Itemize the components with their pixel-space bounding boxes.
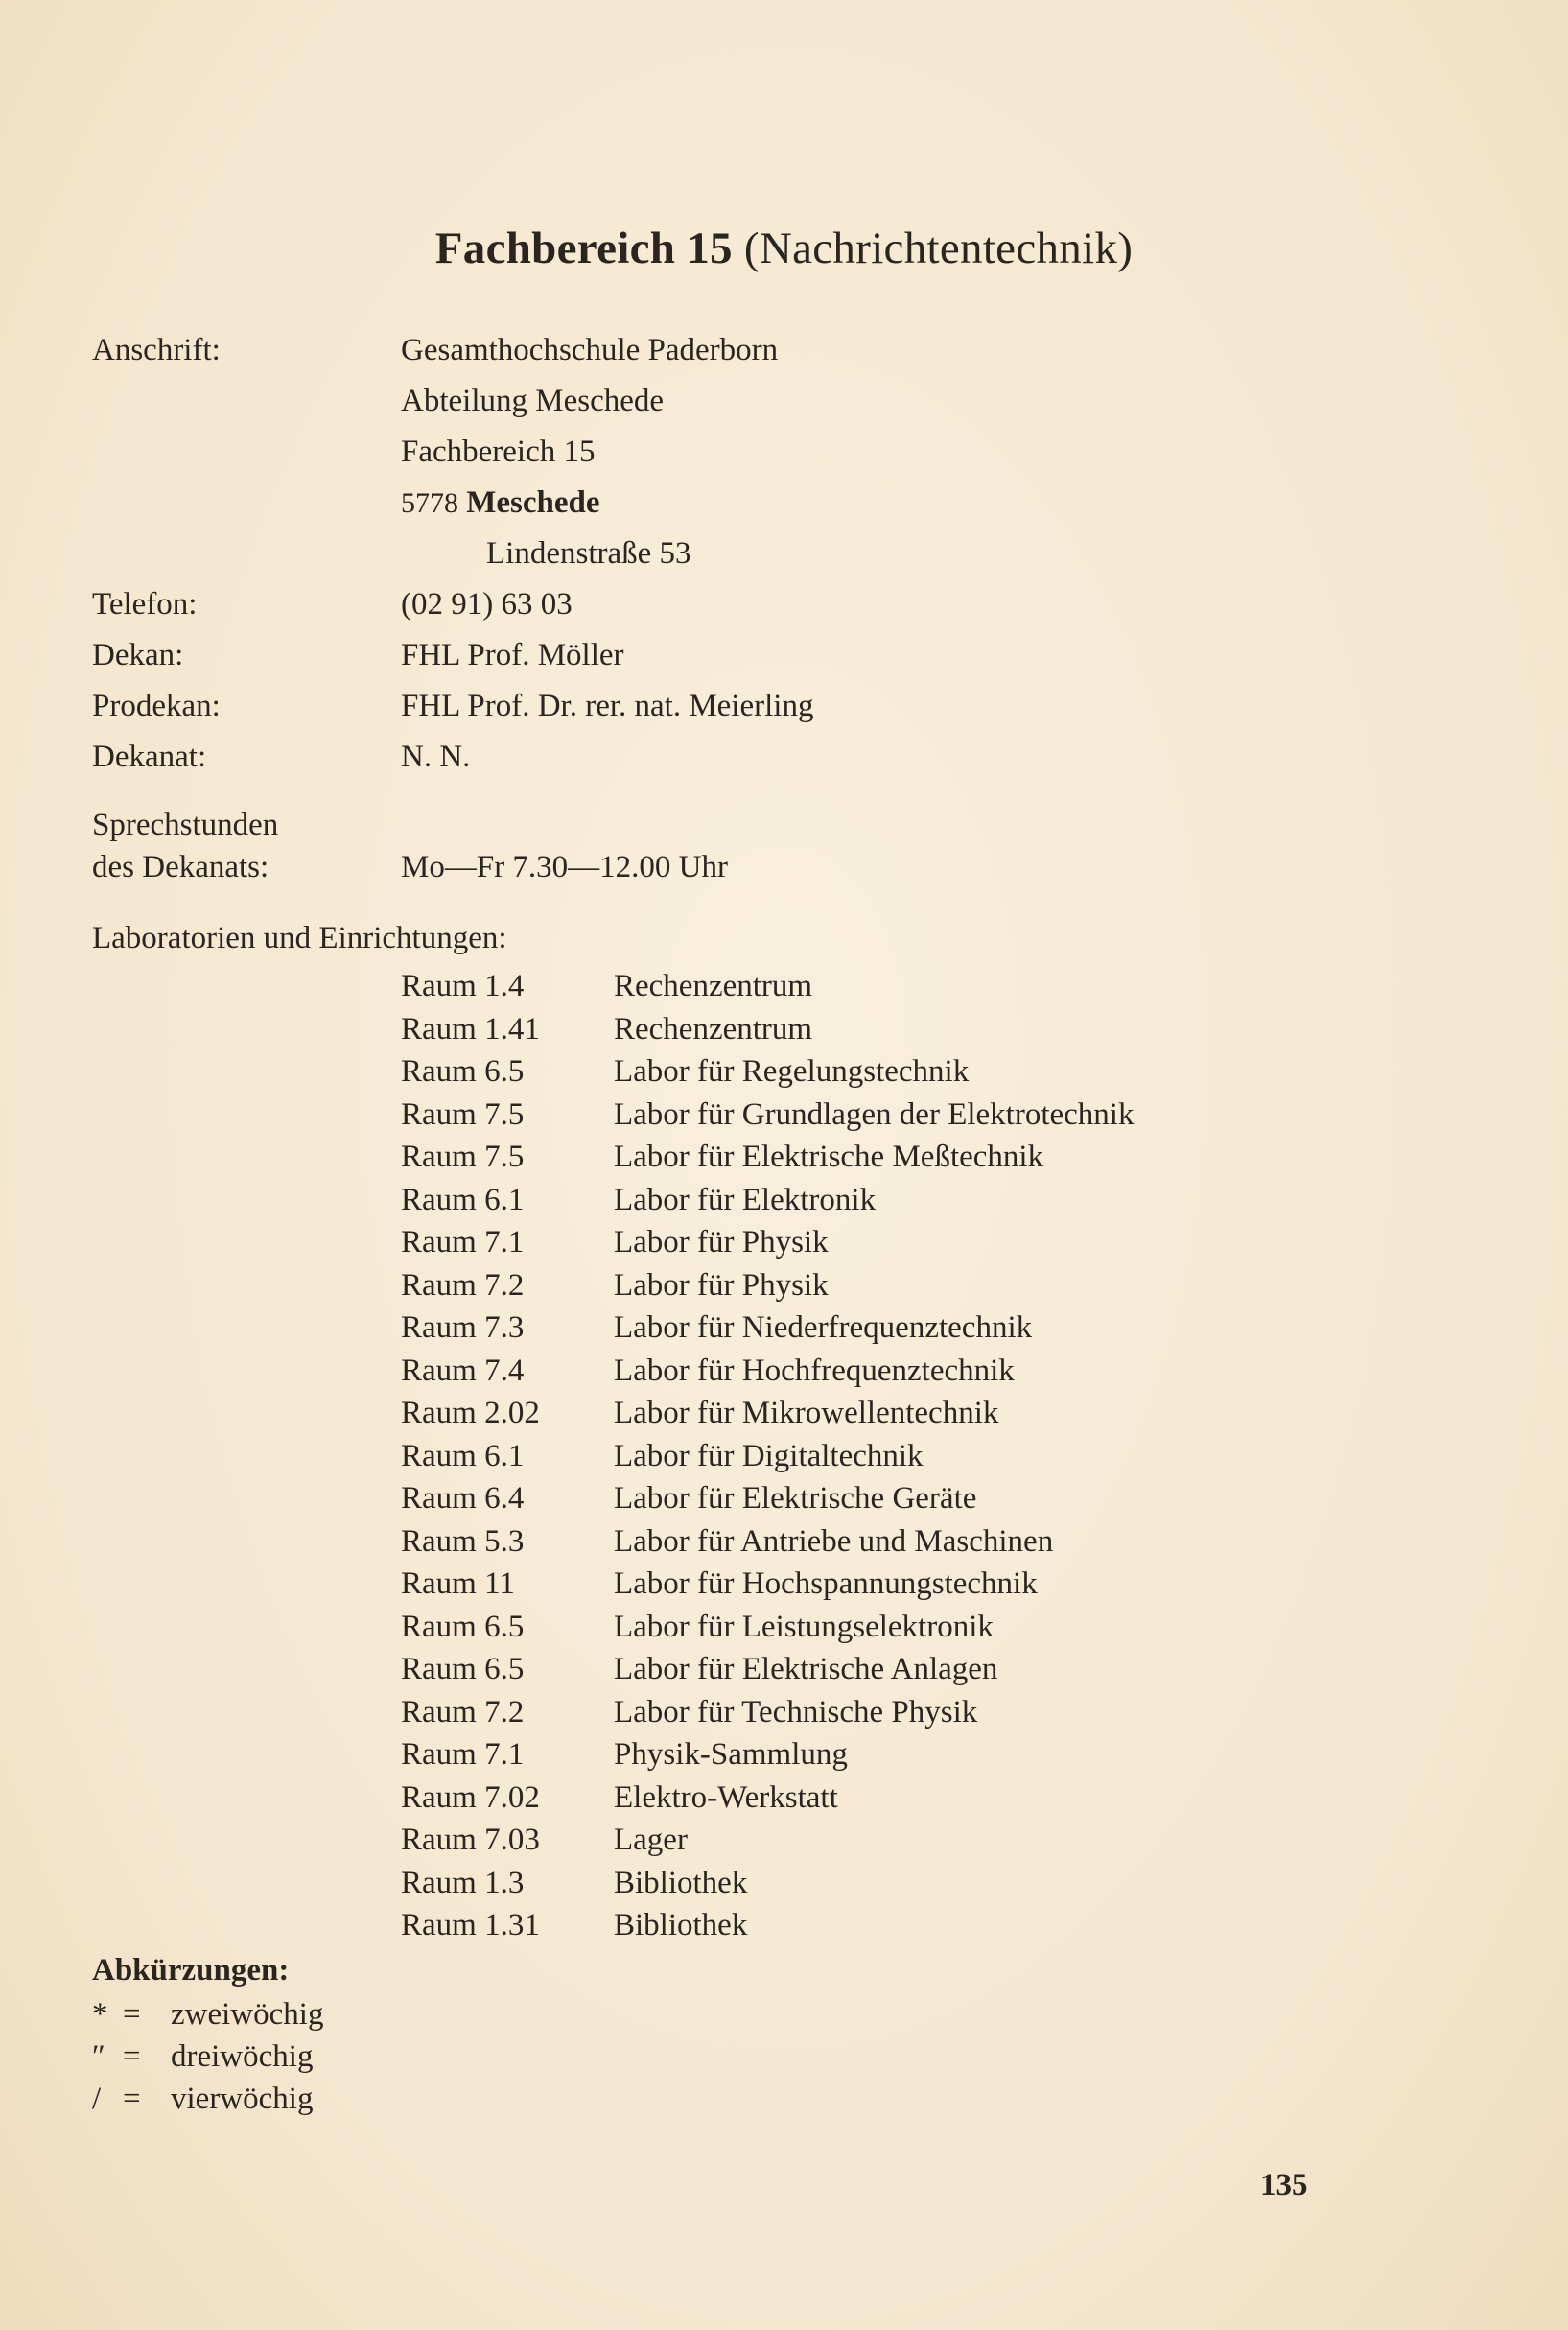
address-line-2: Abteilung Meschede bbox=[401, 384, 665, 418]
lab-room: Raum 7.1 bbox=[401, 1225, 525, 1259]
office-label: Dekanat: bbox=[92, 740, 207, 774]
lab-room: Raum 7.5 bbox=[401, 1140, 525, 1174]
abbreviation-item bbox=[92, 2039, 313, 2075]
lab-name: Labor für Mikrowellentechnik bbox=[614, 1396, 999, 1430]
lab-name: Labor für Elektronik bbox=[614, 1183, 877, 1217]
lab-room: Raum 1.41 bbox=[401, 1012, 540, 1047]
address-street: Lindenstraße 53 bbox=[486, 536, 691, 571]
lab-room: Raum 7.2 bbox=[401, 1695, 525, 1730]
hours-label-2: des Dekanats: bbox=[92, 850, 269, 884]
lab-room: Raum 1.31 bbox=[401, 1908, 540, 1942]
lab-name: Labor für Digitaltechnik bbox=[614, 1439, 924, 1473]
lab-name: Bibliothek bbox=[614, 1908, 748, 1942]
address-label: Anschrift: bbox=[92, 333, 221, 367]
address-city: Meschede bbox=[466, 485, 600, 520]
lab-name: Bibliothek bbox=[614, 1866, 748, 1900]
lab-name: Labor für Hochfrequenztechnik bbox=[614, 1353, 1015, 1388]
lab-room: Raum 7.1 bbox=[401, 1737, 525, 1772]
lab-name: Labor für Technische Physik bbox=[614, 1695, 978, 1730]
title-rest: (Nachrichtentechnik) bbox=[743, 224, 1134, 273]
lab-name: Labor für Regelungstechnik bbox=[614, 1054, 970, 1089]
abbr-eq: = bbox=[123, 2082, 141, 2116]
lab-name: Labor für Niederfrequenztechnik bbox=[614, 1310, 1033, 1345]
dean-value: FHL Prof. Möller bbox=[401, 638, 624, 672]
office-value: N. N. bbox=[401, 740, 471, 774]
lab-room: Raum 6.5 bbox=[401, 1652, 525, 1686]
vicedean-label: Prodekan: bbox=[92, 689, 221, 723]
hours-value: Mo—Fr 7.30—12.00 Uhr bbox=[401, 850, 729, 884]
lab-room: Raum 7.02 bbox=[401, 1780, 540, 1815]
vicedean-value: FHL Prof. Dr. rer. nat. Meierling bbox=[401, 689, 814, 723]
page-title bbox=[0, 223, 1568, 274]
lab-room: Raum 6.1 bbox=[401, 1183, 525, 1217]
abbreviation-item bbox=[92, 2082, 313, 2117]
lab-name: Labor für Hochspannungstechnik bbox=[614, 1566, 1038, 1601]
lab-room: Raum 7.2 bbox=[401, 1268, 525, 1303]
lab-name: Labor für Elektrische Geräte bbox=[614, 1481, 977, 1516]
phone-label: Telefon: bbox=[92, 587, 198, 622]
page-number: 135 bbox=[1260, 2168, 1308, 2202]
lab-name: Labor für Grundlagen der Elektrotechnik bbox=[614, 1097, 1135, 1132]
hours-label-1: Sprechstunden bbox=[92, 808, 279, 842]
lab-room: Raum 6.4 bbox=[401, 1481, 525, 1516]
abbr-eq: = bbox=[123, 2039, 141, 2074]
lab-name: Labor für Leistungselektronik bbox=[614, 1610, 994, 1644]
lab-name: Labor für Elektrische Anlagen bbox=[614, 1652, 998, 1686]
title-bold: Fachbereich 15 bbox=[434, 224, 733, 273]
lab-room: Raum 11 bbox=[401, 1566, 515, 1601]
lab-name: Rechenzentrum bbox=[614, 969, 813, 1003]
lab-room: Raum 6.1 bbox=[401, 1439, 525, 1473]
dean-label: Dekan: bbox=[92, 638, 184, 672]
labs-heading: Laboratorien und Einrichtungen: bbox=[92, 921, 507, 955]
lab-name: Labor für Physik bbox=[614, 1268, 829, 1303]
address-line-3: Fachbereich 15 bbox=[401, 435, 596, 469]
lab-room: Raum 6.5 bbox=[401, 1054, 525, 1089]
phone-value: (02 91) 63 03 bbox=[401, 587, 573, 622]
abbreviations-heading: Abkürzungen: bbox=[92, 1953, 290, 1988]
abbr-symbol: / bbox=[92, 2082, 102, 2116]
address-line-1: Gesamthochschule Paderborn bbox=[401, 333, 779, 367]
lab-name: Elektro-Werkstatt bbox=[614, 1780, 838, 1815]
abbr-meaning: vierwöchig bbox=[171, 2082, 314, 2116]
address-postal: 5778 bbox=[401, 487, 458, 519]
abbr-meaning: dreiwöchig bbox=[171, 2039, 314, 2074]
lab-name: Labor für Elektrische Meßtechnik bbox=[614, 1140, 1044, 1174]
lab-name: Labor für Physik bbox=[614, 1225, 829, 1259]
abbr-meaning: zweiwöchig bbox=[171, 1997, 324, 2032]
lab-name: Labor für Antriebe und Maschinen bbox=[614, 1524, 1054, 1559]
lab-name: Physik-Sammlung bbox=[614, 1737, 848, 1772]
lab-name: Rechenzentrum bbox=[614, 1012, 813, 1047]
lab-name: Lager bbox=[614, 1823, 688, 1857]
lab-room: Raum 7.03 bbox=[401, 1823, 540, 1857]
lab-room: Raum 5.3 bbox=[401, 1524, 525, 1559]
abbr-symbol: * bbox=[92, 1997, 108, 2032]
abbr-symbol: ″ bbox=[92, 2039, 105, 2074]
lab-room: Raum 1.4 bbox=[401, 969, 525, 1003]
address-city-line bbox=[401, 485, 600, 521]
lab-room: Raum 1.3 bbox=[401, 1866, 525, 1900]
abbr-eq: = bbox=[123, 1997, 141, 2032]
lab-room: Raum 7.3 bbox=[401, 1310, 525, 1345]
lab-room: Raum 6.5 bbox=[401, 1610, 525, 1644]
abbreviation-item bbox=[92, 1997, 323, 2033]
lab-room: Raum 7.4 bbox=[401, 1353, 525, 1388]
lab-room: Raum 2.02 bbox=[401, 1396, 540, 1430]
lab-room: Raum 7.5 bbox=[401, 1097, 525, 1132]
